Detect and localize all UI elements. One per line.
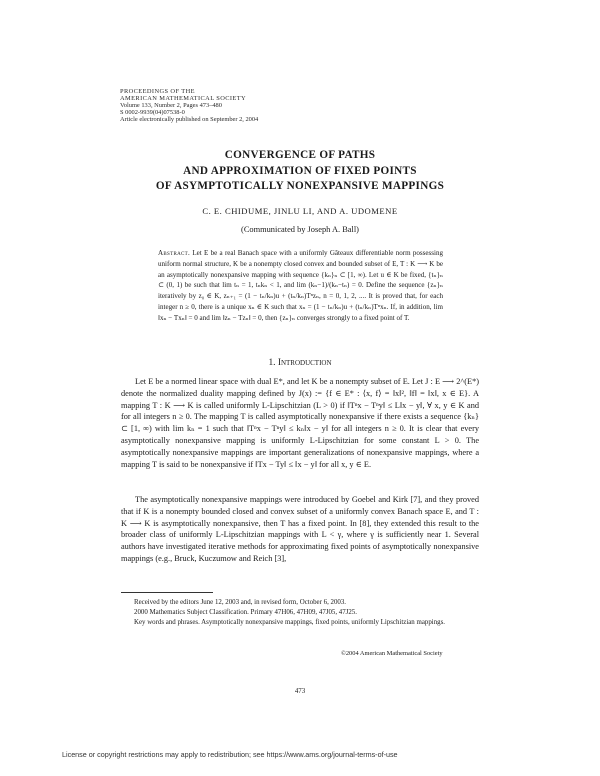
footnote-keywords: Key words and phrases. Asymptotically nonexpansive mappings, fixed points, uniformly Lipschitzian mappings.: [134, 618, 445, 626]
abstract-text: Let E be a real Banach space with a uniformly Gâteaux differentiable norm possessing uniform normal structure, K be a nonempty closed convex and bounded subset of E, T : K ⟶ K be an asymptotically nonexpansive mapping with sequence {kₙ}ₙ ⊂ [1, ∞). Let u ∈ K be fixed, {tₙ}ₙ ⊂ (0, 1) be such that lim tₙ = 1, tₙkₙ < 1, and lim (kₙ−1)/(kₙ−tₙ) = 0. Define the sequence {zₙ}ₙ iteratively by z₀ ∈ K, zₙ₊₁ = (1 − tₙ/kₙ)u + (tₙ/kₙ)Tⁿzₙ, n = 0, 1, 2, .... It is proved that, for each integer n ≥ 0, there is a unique xₙ ∈ K such that xₙ = (1 − tₙ/kₙ)u + (tₙ/kₙ)Tⁿxₙ. If, in addition, lim ‖xₙ − Txₙ‖ = 0 and lim ‖zₙ − Tzₙ‖ = 0, then {zₙ}ₙ converges strongly to a fixed point of T.: [158, 249, 444, 322]
footnotes: [121, 598, 479, 627]
paper-title: [0, 148, 600, 195]
journal-name-line2: AMERICAN MATHEMATICAL SOCIETY: [120, 94, 247, 102]
abstract: [158, 248, 443, 324]
title-line1: CONVERGENCE OF PATHS: [224, 149, 376, 161]
footnote-received: Received by the editors June 12, 2003 and, in revised form, October 6, 2003.: [134, 599, 347, 606]
issn: S 0002-9939(04)07538-0: [120, 108, 185, 116]
body-paragraph: The asymptotically nonexpansive mappings were introduced by Goebel and Kirk [7], and they proved that if K is a nonempty bounded closed and convex subset of a uniformly convex Banach space E, and T : K ⟶ K is asymptotically nonexpansive, then T has a fixed point. In [8], they extended this result to the broader class of uniformly L-Lipschitzian mappings with L < γ, where γ is sufficiently near 1. Several authors have investigated iterative methods for approximating fixed points of asymptotically nonexpansive mappings (e.g., Bruck, Kuczumow and Reich [3],: [121, 495, 479, 563]
abstract-label: Abstract.: [158, 249, 191, 257]
copyright-notice: ©2004 American Mathematical Society: [341, 650, 443, 657]
section-number: 1.: [268, 358, 276, 368]
journal-header: [120, 89, 258, 124]
page-number: 473: [294, 688, 306, 695]
footnote-msc: 2000 Mathematics Subject Classification. Primary 47H06, 47H09, 47J05, 47J25.: [134, 608, 357, 616]
license-notice: License or copyright restrictions may apply to redistribution; see https://www.ams.org/journal-terms-of-use: [62, 750, 398, 759]
section-heading: [0, 358, 600, 368]
title-line2: AND APPROXIMATION OF FIXED POINTS: [183, 164, 417, 177]
footnote-divider: [121, 592, 213, 593]
journal-name-line1: PROCEEDINGS OF THE: [120, 88, 195, 95]
publication-date: Article electronically published on September 2, 2004: [120, 115, 259, 123]
communicated-by: (Communicated by Joseph A. Ball): [241, 225, 359, 234]
section-title: Introduction: [277, 358, 332, 368]
author-list: C. E. CHIDUME, JINLU LI, AND A. UDOMENE: [202, 206, 398, 216]
title-line3: OF ASYMPTOTICALLY NONEXPANSIVE MAPPINGS: [155, 180, 445, 192]
body-paragraph: Let E be a normed linear space with dual E*, and let K be a nonempty subset of E. Let J : E ⟶ 2^(E*) denote the normalized duality mapping defined by J(x) := {f ∈ E* : ⟨x, f⟩ = ‖x‖², ‖f‖ = ‖x‖, x ∈ E}. A mapping T : K ⟶ K is called uniformly L-Lipschitzian (L > 0) if ‖Tⁿx − Tⁿy‖ ≤ L‖x − y‖, ∀ x, y ∈ K and for all integers n ≥ 0. The mapping T is called asymptotically nonexpansive if there exists a sequence {kₙ} ⊂ [1, ∞) with lim kₙ = 1 such that ‖Tⁿx − Tⁿy‖ ≤ kₙ‖x − y‖ for all integers n ≥ 0. It is clear that every asymptotically nonexpansive mapping is uniformly L-Lipschitzian for some constant L > 0. The asymptotically nonexpansive mappings are important generalizations of nonexpansive mappings, where a mapping T is said to be nonexpansive if ‖Tx − Ty‖ ≤ ‖x − y‖ for all x, y ∈ E.: [121, 377, 479, 469]
volume-info: Volume 133, Number 2, Pages 473–480: [120, 101, 222, 109]
